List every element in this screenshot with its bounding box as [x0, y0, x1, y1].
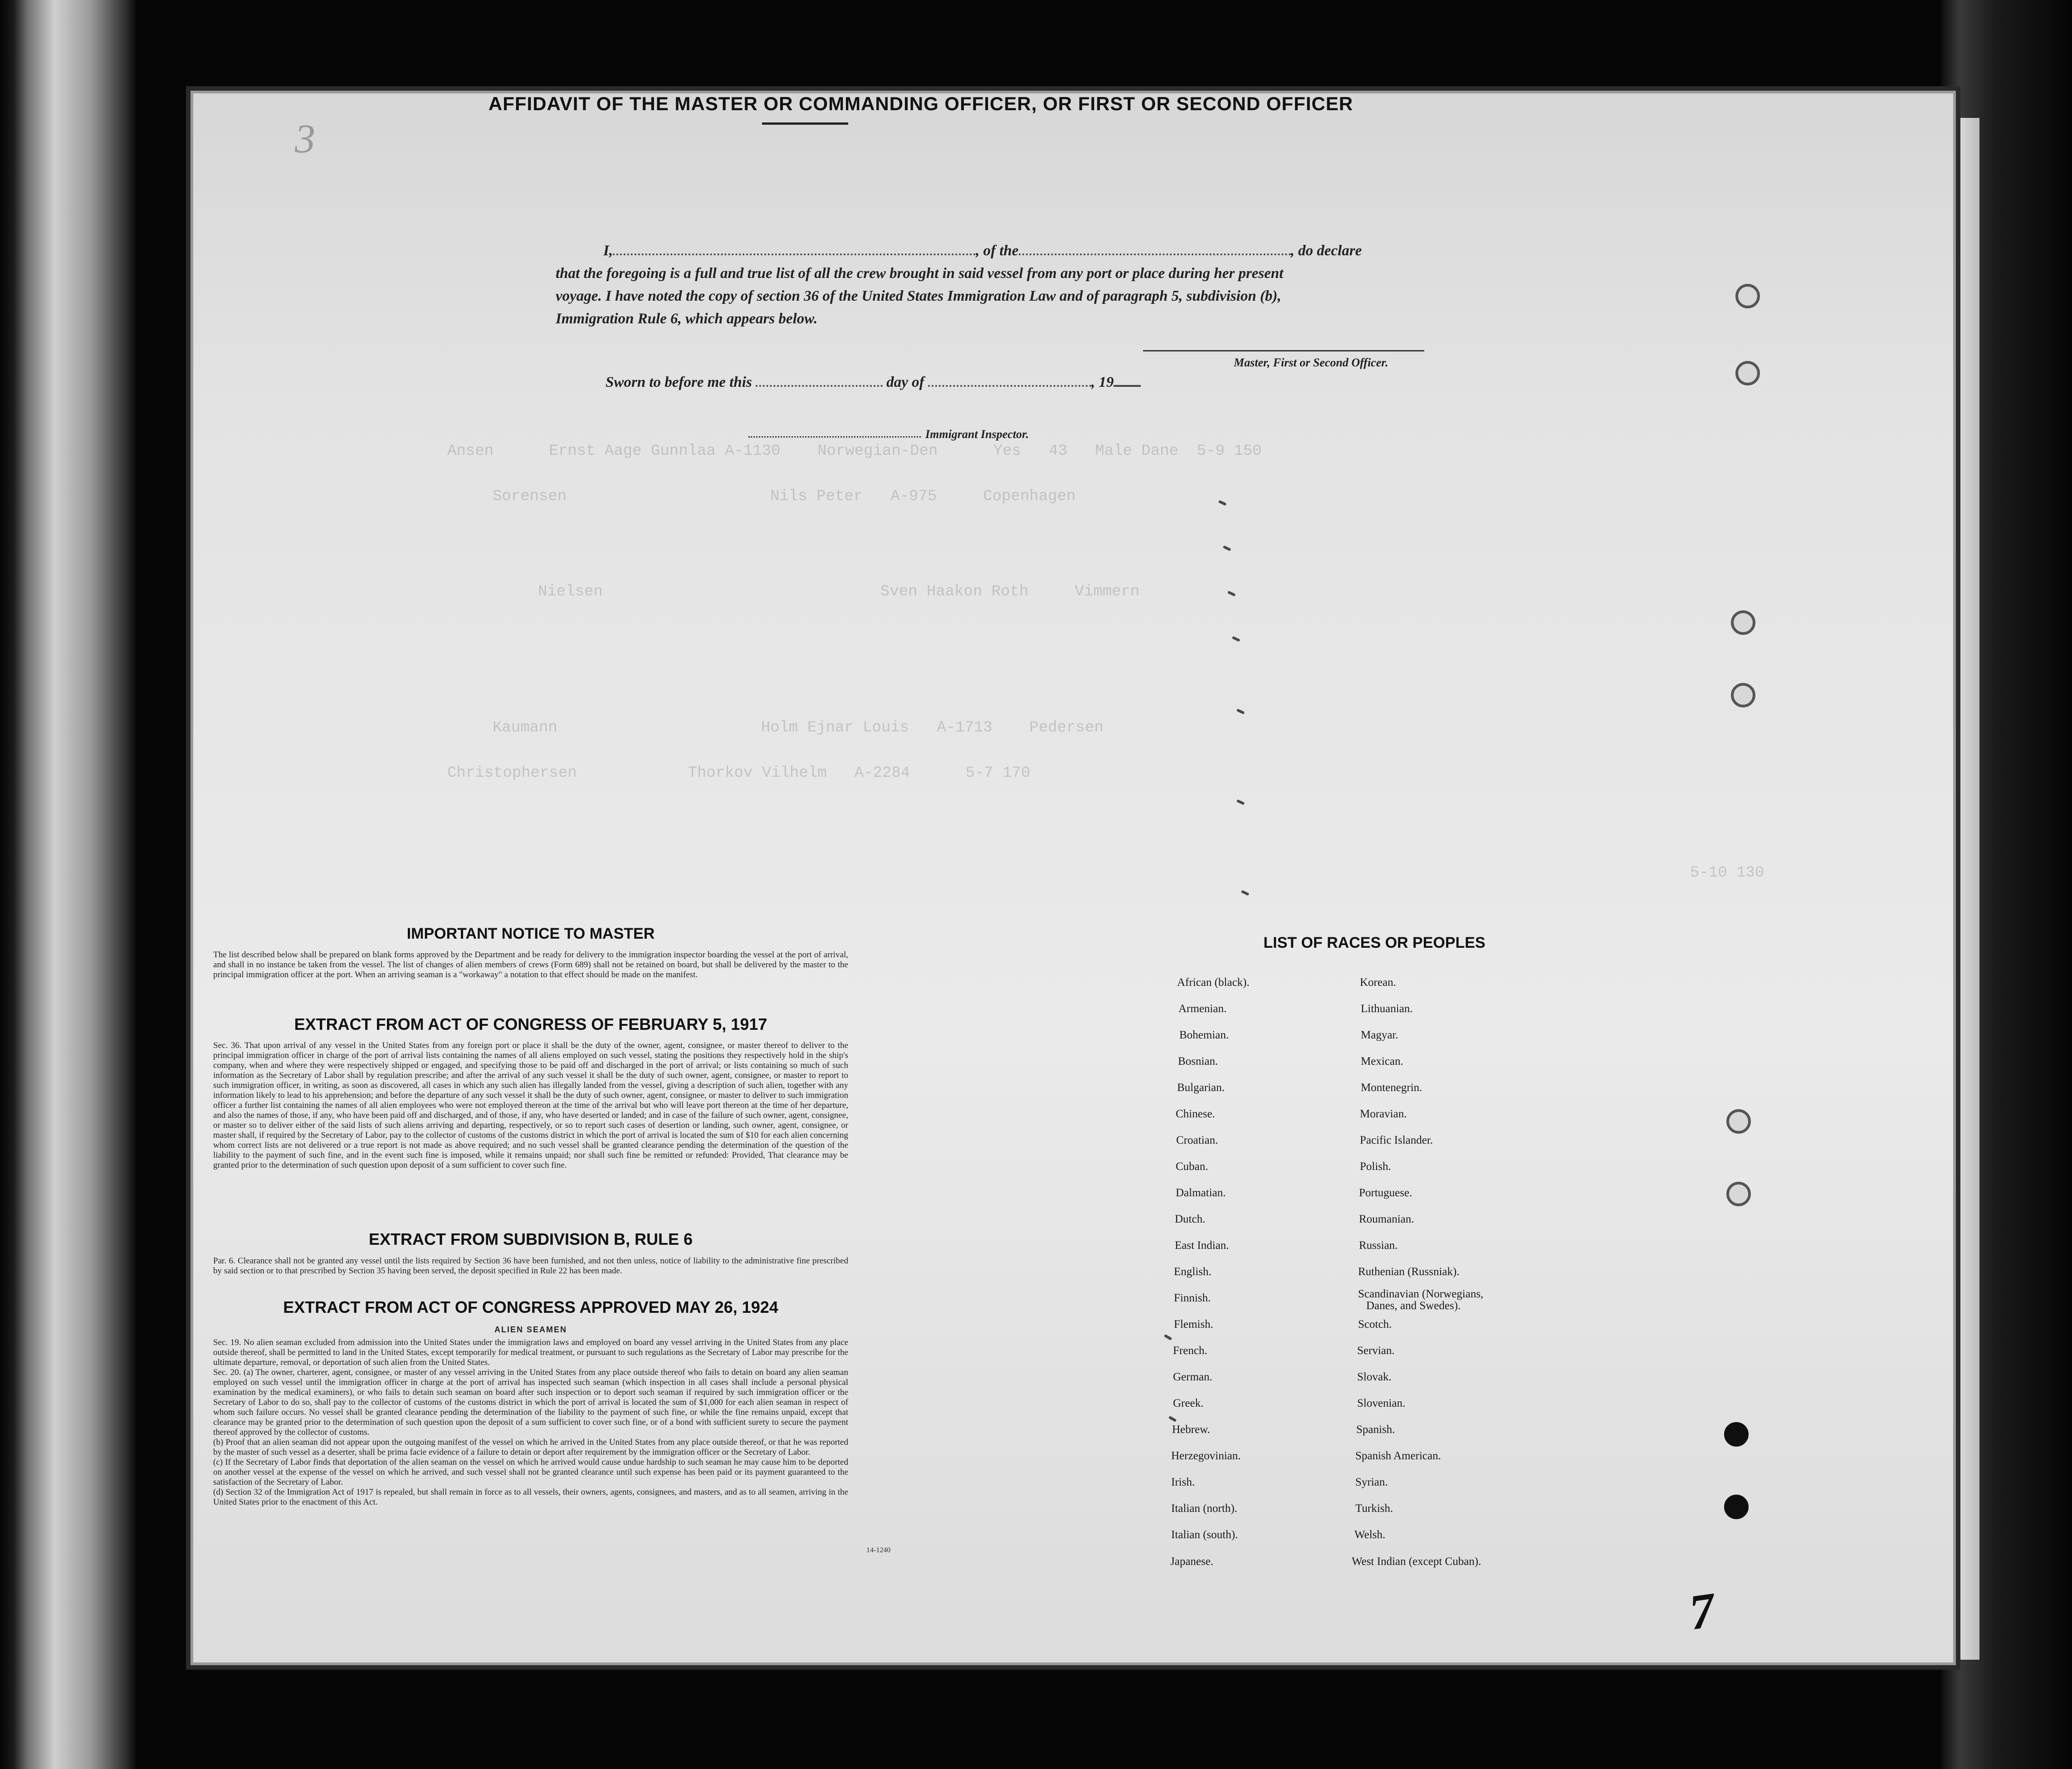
punch-hole — [1724, 1422, 1749, 1447]
handwritten-page-number: 7 — [1686, 1582, 1719, 1641]
punch-hole — [1731, 610, 1755, 635]
sworn-day-of: day of — [886, 374, 924, 390]
race-right-item: Syrian. — [1355, 1476, 1388, 1488]
race-right-item: Magyar. — [1361, 1029, 1398, 1041]
pencil-mark — [1218, 500, 1227, 506]
bleed-through-text: Ansen Ernst Aage Gunnlaa A-1130 Norwegian-Den Yes 43 Male Dane 5-9 150 — [447, 443, 1262, 460]
race-right-item: Russian. — [1359, 1239, 1398, 1252]
race-left-item: Greek. — [1173, 1397, 1204, 1409]
handwritten-corner-mark: 3 — [295, 117, 315, 161]
race-left-item: African (black). — [1177, 976, 1250, 989]
race-right-item-continued: Danes, and Swedes). — [1366, 1300, 1461, 1312]
master-signature-label: Master, First or Second Officer. — [1234, 356, 1388, 369]
race-right-item: Polish. — [1360, 1160, 1391, 1173]
race-right-item: Lithuanian. — [1361, 1003, 1413, 1015]
sec-20a-text: Sec. 20. (a) The owner, charterer, agent, consignee, or master of any vessel arriving in the United States from any place outside thereof who fails to detain on board any alien seaman employed on such vessel until the immigration officer in charge at the port of arrival has inspected such seaman (which inspection in all cases shall include a personal physical examination by the medical examiners), or who fails to detain such seaman on board after such inspection or to deport such seaman if required by such immigration officer or the Secretary of Labor to do so, shall pay to the collector of customs of the customs district in which the port of arrival is located the sum of $1,000 for each alien seaman in respect of whom such failure occurs. No vessel shall be granted clearance pending the determination of the liability to the payment of such fine, or while the fine remains unpaid, except that clearance may be granted prior to the determination of such question upon the deposit of a sum sufficient to cover such fine, or of a bond with sufficient surety to secure the payment thereof approved by the collector of customs. — [213, 1368, 848, 1437]
race-right-item: West Indian (except Cuban). — [1352, 1555, 1481, 1568]
act-1917-title: EXTRACT FROM ACT OF CONGRESS OF FEBRUARY 5, 1917 — [294, 1015, 767, 1033]
bleed-through-text: Nielsen Sven Haakon Roth Vimmern — [538, 583, 1140, 600]
race-left-item: Armenian. — [1178, 1003, 1227, 1015]
race-right-item: Turkish. — [1355, 1502, 1393, 1515]
affidavit-line-3: voyage. I have noted the copy of section 36 of the United States Immigration Law and of paragraph 5, subdivision (b), — [556, 288, 1281, 304]
act-1924-text — [213, 1338, 848, 1507]
race-right-item: Korean. — [1360, 976, 1396, 989]
punch-hole — [1731, 683, 1755, 707]
pencil-mark — [1236, 799, 1245, 805]
race-right-item: Servian. — [1357, 1345, 1395, 1357]
race-right-item: Slovak. — [1357, 1371, 1392, 1383]
affidavit-of-the: , of the — [976, 243, 1019, 259]
race-right-item: Roumanian. — [1359, 1213, 1414, 1225]
race-left-item: Croatian. — [1176, 1134, 1218, 1146]
blank-name — [613, 249, 976, 255]
sec-20b-text: (b) Proof that an alien seaman did not appear upon the outgoing manifest of the vessel on which he arrived in the United States from any place outside thereof, or that he was reported by the master of such vessel as a deserter, shall be prima facie evidence of a failure to detain or deport after requirement by the immigration officer or the Secretary of Labor. — [213, 1438, 848, 1457]
race-left-item: Finnish. — [1174, 1292, 1211, 1304]
race-right-item: Spanish American. — [1355, 1450, 1441, 1462]
sec-20c-text: (c) If the Secretary of Labor finds that deportation of the alien seaman on the vessel on which he arrived would cause undue hardship to such seaman he may cause him to be deported on another vessel at the expense of the vessel on which he arrived, and such vessel shall not be granted clearance until such expense has been paid or its payment guaranteed to the satisfaction of the Secretary of Labor. — [213, 1457, 848, 1487]
race-left-item: English. — [1174, 1266, 1212, 1278]
affidavit-declare: , do declare — [1290, 243, 1362, 259]
races-title: LIST OF RACES OR PEOPLES — [1263, 934, 1486, 951]
race-right-item: Moravian. — [1360, 1108, 1407, 1120]
sworn-year: , 19 — [1091, 374, 1114, 390]
act-1917-text: Sec. 36. That upon arrival of any vessel in the United States from any foreign port or place it shall be the duty of the owner, agent, consignee, or master thereof to deliver to the principal immigration officer in charge of the port of arrival lists containing the names of all aliens employed on such vessel, stating the positions they respectively hold in the ship's company, when and where they were respectively shipped or engaged, and specifying those to be paid off and discharged in the port of arrival; or lists containing so much of such information as the Secretary of Labor shall by regulation prescribe; and after the arrival of any such vessel it shall be the duty of such owner, agent, consignee, or master to report to such immigration officer, in writing, as soon as discovered, all cases in which any such alien has illegally landed from the vessel, giving a description of such alien, together with any information likely to lead to his apprehension; and before the departure of any such vessel it shall be the duty of such owner, agent, consignee, or master to deliver to such immigration officer a further list containing the names of all alien employees who were not employed thereon at the time of the arrival but who will leave port thereon at the time of her departure, and also the names of those, if any, who have been paid off and discharged, and of those, if any, who have deserted or landed; and in case of the failure of such owner, agent, consignee, or master so to deliver either of the said lists of such aliens arriving and departing, respectively, or so to report such cases of desertion or landing, such owner, agent, consignee, or master shall, if required by the Secretary of Labor, pay to the collector of customs of the customs district in which the port of arrival is located the sum of $10 for each alien concerning whom correct lists are not delivered or a true report is not made as above required; and no such vessel shall be granted clearance pending the determination of the question of the liability to the payment of such fine, and in the event such fine is imposed, while it remains unpaid; nor shall such fine be remitted or refunded: Provided, That clearance may be granted prior to the determination of such question upon deposit of a sum sufficient to cover such fine. — [213, 1041, 848, 1170]
bleed-through-text: Kaumann Holm Ejnar Louis A-1713 Pedersen — [493, 719, 1104, 736]
race-left-item: Herzegovinian. — [1171, 1450, 1241, 1462]
race-left-item: Italian (north). — [1171, 1502, 1237, 1515]
punch-hole — [1724, 1495, 1749, 1519]
sworn-line — [606, 374, 1141, 391]
master-signature-line — [1143, 349, 1424, 351]
bleed-through-text: 5-10 130 — [1690, 864, 1764, 882]
sec-19-text: Sec. 19. No alien seaman excluded from admission into the United States under the immigration laws and employed on board any vessel arriving in the United States from any place outside thereof, shall be permitted to land in the United States, except temporarily for medical treatment, or pursuant to such regulations as the Secretary of Labor may prescribe for the ultimate departure, removal, or deportation of such alien from the United States. — [213, 1338, 848, 1367]
title-underline — [762, 122, 848, 125]
race-left-item: Bosnian. — [1178, 1055, 1218, 1067]
rule-6-text: Par. 6. Clearance shall not be granted any vessel until the lists required by Section 36 have been furnished, and not then unless, notice of liability to the administrative fine prescribed by said section or to that prescribed by Section 35 having been served, the deposit specified in Rule 22 has been made. — [213, 1256, 848, 1276]
race-right-item: Montenegrin. — [1361, 1082, 1422, 1094]
pencil-mark — [1227, 590, 1236, 596]
blank-month — [928, 380, 1091, 387]
race-left-item: Dalmatian. — [1176, 1187, 1226, 1199]
race-right-item: Welsh. — [1354, 1529, 1386, 1541]
pencil-mark — [1232, 636, 1241, 642]
scan-border-left — [0, 0, 136, 1769]
affidavit-line-2: that the foregoing is a full and true list of all the crew brought in said vessel from any port or place during her present — [556, 265, 1284, 282]
affidavit-title: AFFIDAVIT OF THE MASTER OR COMMANDING OFFICER, OR FIRST OR SECOND OFFICER — [488, 93, 1354, 114]
race-right-item: Slovenian. — [1357, 1397, 1406, 1409]
race-left-item: Hebrew. — [1172, 1423, 1210, 1436]
form-number: 14-1240 — [866, 1546, 891, 1554]
race-right-item: Pacific Islander. — [1360, 1134, 1433, 1146]
inspector-signature-line — [748, 435, 921, 438]
race-right-item: Ruthenian (Russniak). — [1358, 1266, 1460, 1278]
rule-6-title: EXTRACT FROM SUBDIVISION B, RULE 6 — [368, 1230, 693, 1248]
race-left-item: Bulgarian. — [1177, 1082, 1225, 1094]
race-left-item: Bohemian. — [1179, 1029, 1229, 1041]
bleed-through-text: Sorensen Nils Peter A-975 Copenhagen — [493, 488, 1076, 505]
pencil-mark — [1223, 545, 1231, 551]
race-left-item: Dutch. — [1175, 1213, 1206, 1225]
bleed-through-text: Christophersen Thorkov Vilhelm A-2284 5-7 170 — [447, 765, 1031, 782]
pencil-mark — [1168, 1416, 1177, 1422]
race-right-item: Scotch. — [1358, 1318, 1392, 1330]
race-left-item: Japanese. — [1170, 1555, 1214, 1568]
race-right-item: Portuguese. — [1359, 1187, 1412, 1199]
affidavit-i: I, — [603, 243, 613, 259]
punch-hole — [1735, 361, 1760, 385]
punch-hole — [1726, 1182, 1751, 1206]
race-left-item: Flemish. — [1174, 1318, 1213, 1330]
blank-vessel — [1019, 249, 1291, 255]
race-left-item: Irish. — [1171, 1476, 1195, 1488]
blank-day — [756, 380, 883, 387]
pencil-mark — [1236, 708, 1245, 714]
notice-title: IMPORTANT NOTICE TO MASTER — [406, 925, 655, 942]
act-1924-title: EXTRACT FROM ACT OF CONGRESS APPROVED MAY 26, 1924 — [283, 1298, 778, 1316]
race-left-item: East Indian. — [1175, 1239, 1229, 1252]
sworn-prefix: Sworn to before me this — [606, 374, 752, 390]
affidavit-line-1 — [603, 243, 1362, 259]
race-left-item: Cuban. — [1176, 1160, 1208, 1173]
pencil-mark — [1164, 1334, 1173, 1340]
race-right-item: Scandinavian (Norwegians, — [1358, 1288, 1484, 1300]
race-left-item: French. — [1173, 1345, 1207, 1357]
punch-hole — [1735, 284, 1760, 308]
race-left-item: German. — [1173, 1371, 1212, 1383]
notice-text: The list described below shall be prepared on blank forms approved by the Department and be ready for delivery to the immigration inspector boarding the vessel at the port of arrival, and shall in no instance be taken from the vessel. The list of changes of alien members of crews (Form 689) shall not be retained on board, but shall be delivered by the master to the principal immigration officer at the port. When an arriving seaman is a "workaway" a notation to that effect should be made on the manifest. — [213, 950, 848, 980]
blank-year — [1114, 380, 1141, 387]
punch-hole — [1726, 1109, 1751, 1134]
race-right-item: Spanish. — [1356, 1423, 1395, 1436]
race-right-item: Mexican. — [1361, 1055, 1403, 1067]
pencil-mark — [1241, 890, 1250, 896]
sec-20d-text: (d) Section 32 of the Immigration Act of 1917 is repealed, but shall remain in force as to all vessels, their owners, agents, consignees, and masters, and as to all seamen, arriving in the United States prior to the enactment of this Act. — [213, 1487, 848, 1507]
race-left-item: Chinese. — [1176, 1108, 1215, 1120]
alien-seamen-subtitle: ALIEN SEAMEN — [494, 1325, 567, 1334]
inspector-label: Immigrant Inspector. — [925, 428, 1029, 441]
affidavit-line-4: Immigration Rule 6, which appears below. — [556, 311, 818, 327]
race-left-item: Italian (south). — [1171, 1529, 1238, 1541]
